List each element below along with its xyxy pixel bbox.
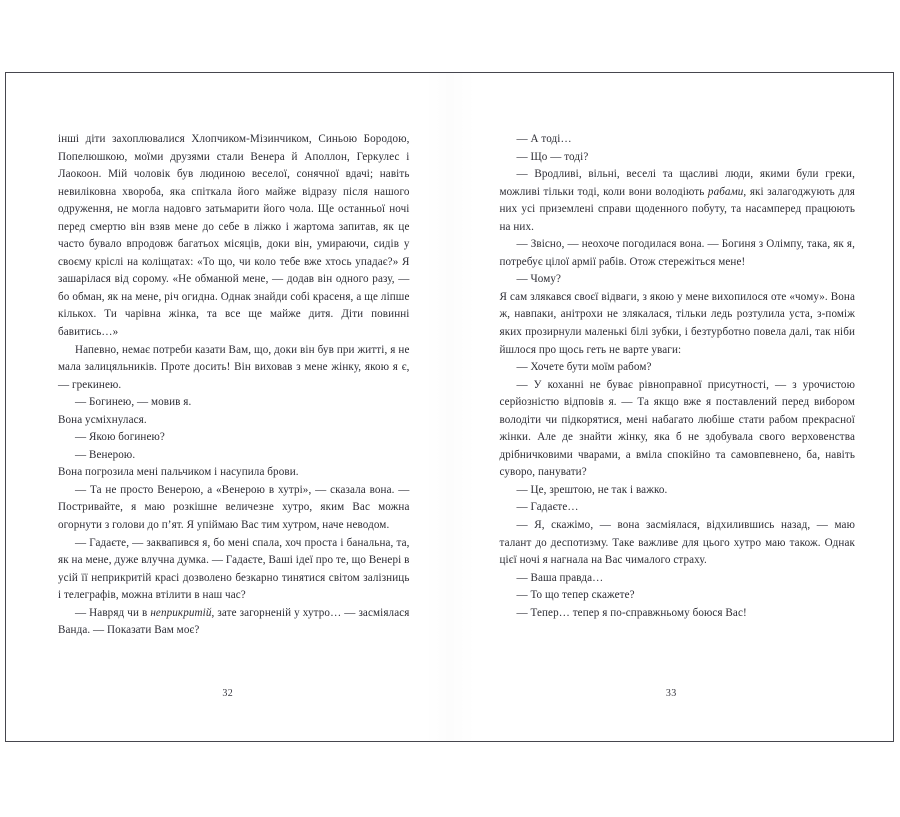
body-text: , які залагоджують для них усі приземлені справи щоденного побуту, та насамперед працюють на них. xyxy=(499,185,855,233)
book-page-left xyxy=(6,73,450,741)
paragraph xyxy=(500,131,856,149)
paragraph xyxy=(500,359,856,377)
body-text: — Це, зрештою, не так і важко. xyxy=(516,483,668,496)
paragraph xyxy=(500,289,856,359)
body-text: Вона погрозила мені пальчиком і насупила брови. xyxy=(58,466,299,479)
body-text: — А тоді… xyxy=(516,133,572,145)
body-text: — Венерою. xyxy=(75,448,136,461)
paragraph xyxy=(500,517,856,570)
body-text: — Вродливі, вільні, веселі та щасливі люди, якими були греки, можливі тільки тоді, коли вони володіють xyxy=(499,168,855,198)
body-text: — Якою богинею? xyxy=(75,431,165,444)
body-text: — Ваша правда… xyxy=(516,571,604,584)
body-text: — Я, скажімо, — вона засміялася, відхилившись назад, — маю талант до деспотизму. Таке важливе для цього хутро маю також. Однак цієї ночі я нагнала на Вас чималого страху. xyxy=(499,519,855,567)
body-text: — Гадаєте… xyxy=(516,501,579,514)
paragraph xyxy=(500,482,856,500)
paragraph xyxy=(500,570,856,588)
body-text: — Хочете бути моїм рабом? xyxy=(516,361,652,374)
paragraph xyxy=(58,482,410,535)
book-page-right xyxy=(450,73,894,741)
paragraph xyxy=(58,412,410,430)
paragraph xyxy=(58,605,410,640)
body-text: — Що — тоді? xyxy=(516,150,589,163)
paragraph xyxy=(500,499,856,517)
emphasis-text: неприкритій xyxy=(150,606,212,619)
gutter-shading-right xyxy=(450,73,476,741)
paragraph xyxy=(58,131,410,342)
paragraph xyxy=(58,342,410,395)
paragraph xyxy=(58,447,410,465)
paragraph xyxy=(500,271,856,289)
body-text: — Та не просто Венерою, а «Венерою в хутрі», — сказала вона. — Постривайте, я маю розкішне величезне хутро, яким Вас можна огорнути з голови до п’ят. Я упіймаю Вас тим хутром, наче неводом. xyxy=(58,483,410,532)
page-number-right: 33 xyxy=(665,688,677,699)
body-text: — То що тепер скажете? xyxy=(516,589,635,602)
emphasis-text: рабами xyxy=(707,185,744,198)
paragraph xyxy=(500,149,856,167)
body-text: — Тепер… тепер я по-справжньому боюся Вас! xyxy=(516,606,747,619)
body-text: Вона усміхнулася. xyxy=(58,413,147,426)
paragraph xyxy=(500,377,856,482)
book-spread xyxy=(5,72,894,742)
paragraph xyxy=(500,587,856,605)
body-text: — Гадаєте, — заквапився я, бо мені спала, хоч проста і банальна, та, як на мене, дуже влучна думка. — Гадаєте, Ваші ідеї про те, що Венері в усій її неприкритій красі дозволено безкарно тинятися світом залізниць і телеграфів, можна втілити в наш час? xyxy=(58,536,410,602)
body-text: — Богинею, — мовив я. xyxy=(75,396,192,409)
body-text: інші діти захоплювалися Хлопчиком-Мізинчиком, Синьою Бородою, Попелюшкою, моїми друзями стали Венера й Аполлон, Геркулес і Лаокоон. Мій чоловік був людиною веселої, сонячної вдачі; навіть невиліковна хвороба, яка спіткала його майже відразу після нашого одруження, не могла надовго затьмарити його чола. Ще останньої ночі перед смертю він взяв мене до себе в ліжко і жартома запитав, як це часто бувало впродовж багатьох місяців, доки він, умираючи, сидів у своєму кріслі на коліщатах: «То що, чи коло тебе вже хтось упадає?» Я зашарілася від сорому. «Не обманюй мене, — додав він одного разу, — бо обман, як на мене, річ огидна. Однак знайди собі красеня, а ще ліпше кількох. Ти чарівна жінка, та все ще майже дитя. Діти повинні бавитись…» xyxy=(58,133,410,339)
body-text: — Навряд чи в xyxy=(75,606,151,619)
paragraph xyxy=(58,464,410,482)
gutter-shading-left xyxy=(424,73,450,741)
body-text: Напевно, немає потреби казати Вам, що, доки він був при житті, я не мала залицяльників. Проте досить! Він виховав з мене жінку, якою я є, — грекинею. xyxy=(58,343,410,391)
page-number-left: 32 xyxy=(222,688,234,699)
page-body-right xyxy=(500,131,856,622)
paragraph xyxy=(58,429,410,447)
body-text: — У коханні не буває рівноправної присутності, — з урочистою серйозністю відповів я. — Та якщо вже я поставлений перед вибором володіти чи підкорятися, мені набагато любіше стати рабом прекрасної жінки. Але де знайти жінку, яка б не здобувала свого верховенства дрібничковими чварами, а вміла спокійно та самовпевнено, ба, навіть суворо, панувати? xyxy=(499,378,855,479)
body-text: — Звісно, — неохоче погодилася вона. — Богиня з Олімпу, така, як я, потребує цілої армії рабів. Отож стережіться мене! xyxy=(499,238,855,268)
body-text: Я сам злякався своєї відваги, з якою у мене вихопилося оте «чому». Вона ж, навпаки, анітрохи не злякалася, тільки ледь розтулила уста, з-поміж яких прозирнули маленькі білі зубки, і безтурботно повела далі, так ніби йшлося про щось геть не варте уваги: xyxy=(499,290,855,356)
body-text: — Чому? xyxy=(516,273,562,286)
paragraph xyxy=(500,236,856,271)
paragraph xyxy=(58,394,410,412)
page-body-left xyxy=(58,131,410,640)
paragraph xyxy=(58,535,410,605)
paragraph xyxy=(500,166,856,236)
paragraph xyxy=(500,605,856,623)
body-text: , зате загорненій у хутро… — засміялася Ванда. — Показати Вам моє? xyxy=(58,606,410,637)
